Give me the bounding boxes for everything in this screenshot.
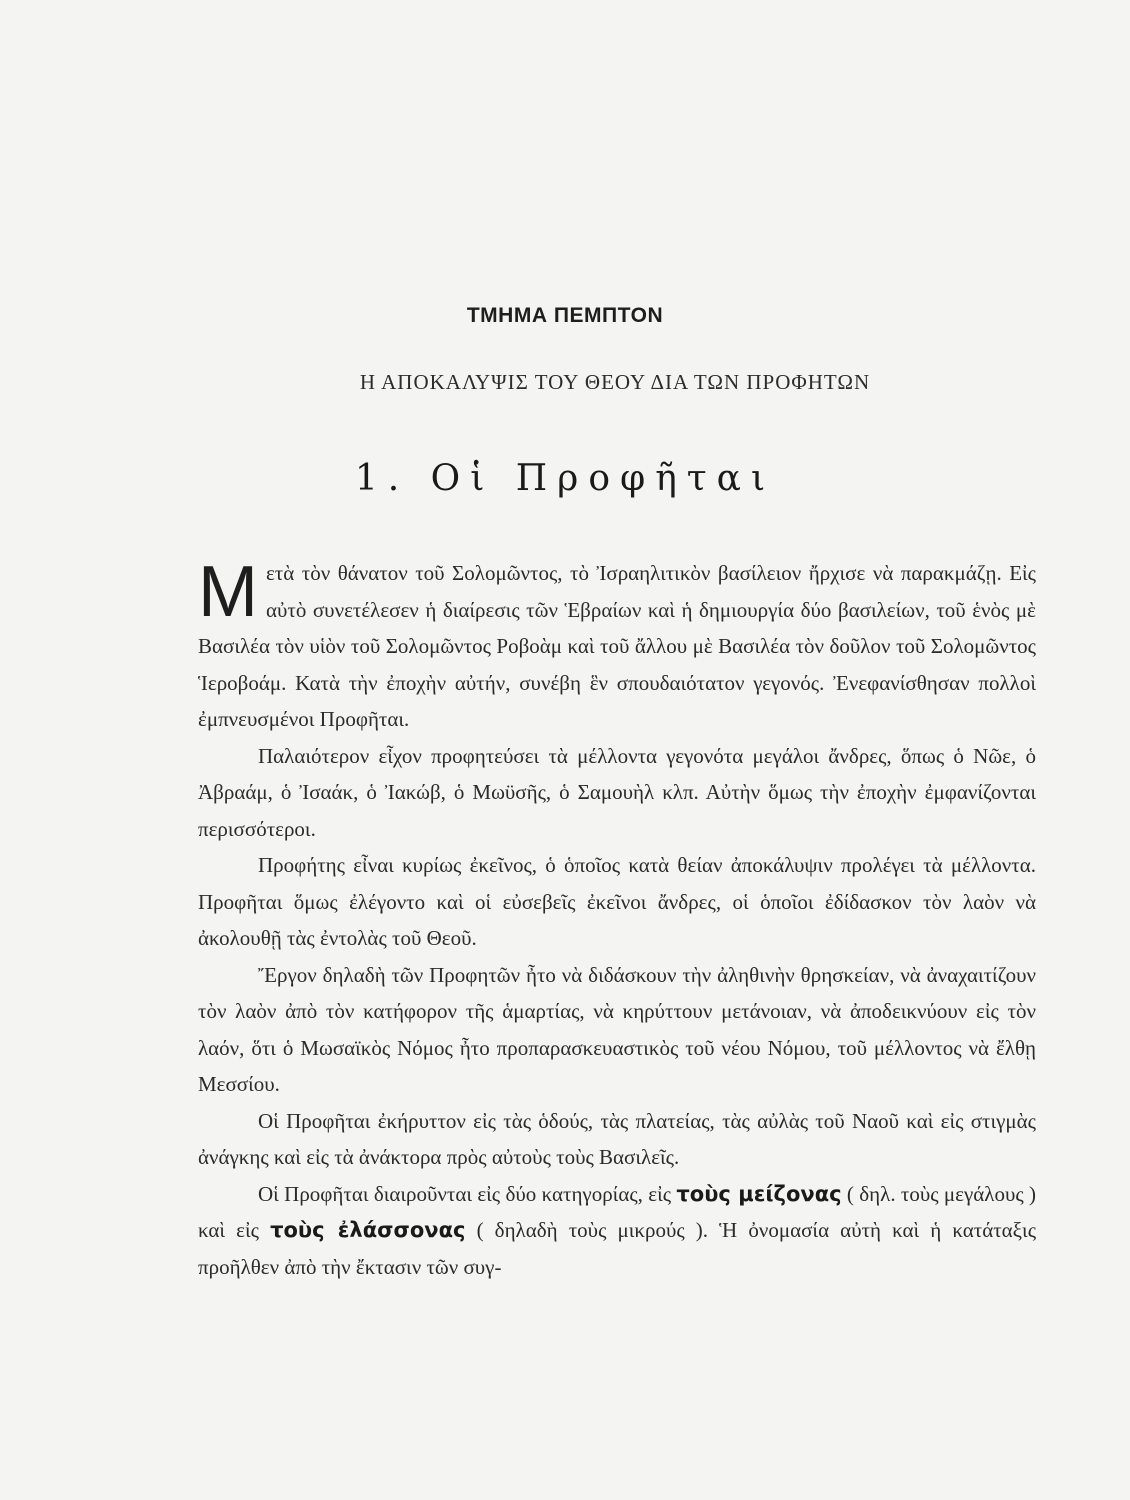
body-text <box>198 552 1037 1285</box>
paragraph-5: Οἱ Προφῆται ἐκήρυττον εἰς τὰς ὁδούς, τὰς πλατείας, τὰς αὐλὰς τοῦ Ναοῦ καὶ εἰς στιγμὰς ἀνάγκης καὶ εἰς τὰ ἀνάκτορα πρὸς αὐτοὺς τοὺς Βασιλεῖς. <box>198 1108 1036 1169</box>
paragraph-1 <box>198 552 1036 738</box>
paragraph-6-text-e: ( δηλαδὴ τοὺς μικρούς ). Ἡ ὀνομασία αὐτὴ καὶ ἡ κατάταξις προῆλθεν ἀπὸ τὴν ἔκτασιν τῶν συγ- <box>198 1218 1037 1279</box>
paragraph-6 <box>198 1176 1036 1286</box>
paragraph-4: Ἔργον δηλαδὴ τῶν Προφητῶν ἦτο νὰ διδάσκουν τὴν ἀληθινὴν θρησκείαν, νὰ ἀναχαιτίζουν τὸν λαὸν ἀπὸ τὸν κατήφορον τῆς ἁμαρτίας, νὰ κηρύττουν μετάνοιαν, νὰ ἀποδεικνύουν εἰς τὸν λαόν, ὅτι ὁ Μωσαϊκὸς Νόμος ἦτο προπαρασκευαστικὸς τοῦ νέου Νόμου, τοῦ μέλλοντος νὰ ἔλθῃ Μεσσίου. <box>198 962 1036 1096</box>
section-heading: ΤΜΗΜΑ ΠΕΜΠΤΟΝ <box>466 304 664 327</box>
drop-cap: Μ <box>198 552 258 632</box>
paragraph-6-text-c: ( δηλ. τοὺς μεγάλους ) καὶ εἰς <box>198 1181 1036 1242</box>
section-subtitle: Η ΑΠΟΚΑΛΥΨΙΣ ΤΟΥ ΘΕΟΥ ΔΙΑ ΤΩΝ ΠΡΟΦΗΤΩΝ <box>359 370 871 394</box>
chapter-title: 1. Οἱ Προφῆται <box>354 458 776 499</box>
paragraph-6-text-a: Οἱ Προφῆται διαιροῦνται εἰς δύο κατηγορίας, εἰς <box>258 1181 677 1206</box>
term-major-prophets: τοὺς μείζονας <box>676 1181 842 1206</box>
paragraph-2: Παλαιότερον εἶχον προφητεύσει τὰ μέλλοντα γεγονότα μεγάλοι ἄνδρες, ὅπως ὁ Νῶε, ὁ Ἀβραάμ, ὁ Ἰσαάκ, ὁ Ἰακώβ, ὁ Μωϋσῆς, ὁ Σαμουὴλ κλπ. Αὐτὴν ὅμως τὴν ἐποχὴν ἐμφανίζονται περισσότεροι. <box>198 743 1036 841</box>
term-minor-prophets: τοὺς ἐλάσσονας <box>270 1218 466 1242</box>
paragraph-3: Προφήτης εἶναι κυρίως ἐκεῖνος, ὁ ὁποῖος κατὰ θείαν ἀποκάλυψιν προλέγει τὰ μέλλοντα. Προφῆται ὅμως ἐλέγοντο καὶ οἱ εὐσεβεῖς ἐκεῖνοι ἄνδρες, οἱ ὁποῖοι ἐδίδασκον τὸν λαὸν νὰ ἀκολουθῇ τὰς ἐντολὰς τοῦ Θεοῦ. <box>198 853 1036 950</box>
paragraph-1-text: ετὰ τὸν θάνατον τοῦ Σολομῶντος, τὸ Ἰσραηλιτικὸν βασίλειον ἤρχισε νὰ παρακμάζῃ. Εἰς αὐτὸ συνετέλεσεν ἡ διαίρεσις τῶν Ἑβραίων καὶ ἡ δημιουργία δύο βασιλείων, τοῦ ἑνὸς μὲ Βασιλέα τὸν υἱὸν τοῦ Σολομῶντος Ροβοὰμ καὶ τοῦ ἄλλου μὲ Βασιλέα τὸν δοῦλον τοῦ Σολομῶντος Ἱεροβοάμ. Κατὰ τὴν ἐποχὴν αὐτήν, συνέβη ἓν σπουδαιότατον γεγονός. Ἐνεφανίσθησαν πολλοὶ ἐμπνευσμένοι Προφῆται. <box>198 561 1036 731</box>
